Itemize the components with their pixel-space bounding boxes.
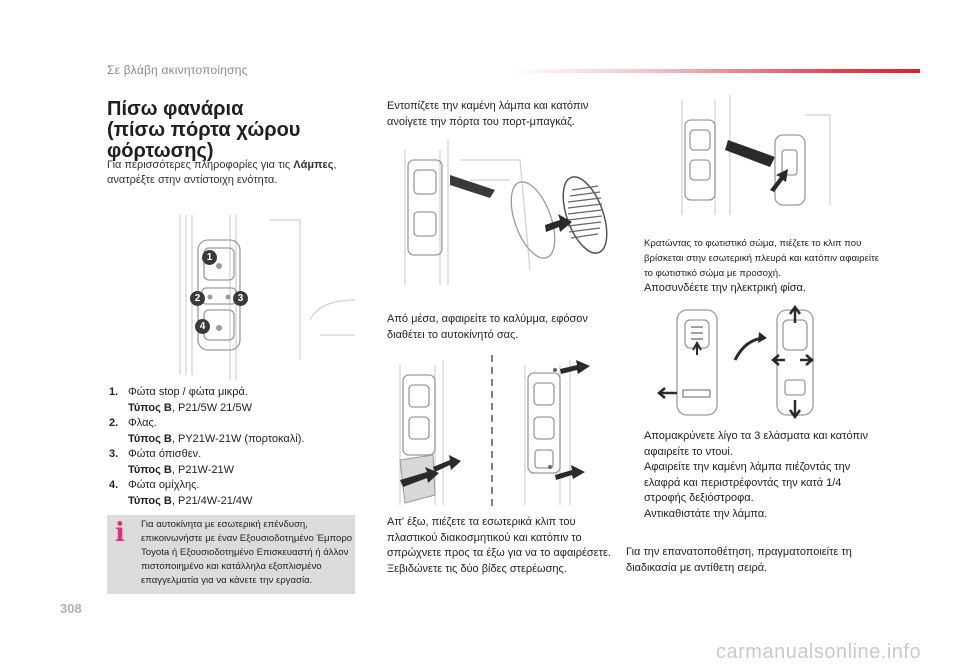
info-icon: i	[115, 518, 125, 548]
intro-text-start: Για περισσότερες πληροφορίες για τις	[107, 159, 294, 171]
title-line-1: Πίσω φανάρια	[107, 98, 244, 120]
list-item-number: 2.	[109, 417, 119, 429]
list-item	[109, 416, 349, 447]
lamp-type-value: , PY21W-21W (πορτοκαλί).	[171, 432, 305, 445]
callout-1	[202, 250, 217, 265]
list-item-number: 4.	[109, 479, 119, 491]
intro-paragraph	[107, 158, 357, 188]
page-number: 308	[60, 601, 82, 616]
step-text: Αντικαθιστάτε την λάμπα.	[644, 507, 768, 520]
step-disconnect-plug	[626, 281, 881, 297]
callout-2-label: 2	[194, 293, 201, 304]
lamp-name: Φώτα stop / φώτα μικρά.	[128, 386, 248, 398]
bullet-arrow-icon	[369, 562, 387, 578]
bullet-arrow-icon	[626, 507, 644, 523]
bullet-arrow-icon	[626, 460, 644, 507]
trim-removal-figure	[395, 355, 595, 510]
callout-4	[195, 319, 210, 334]
intro-link-lamps: Λάμπες	[293, 159, 334, 171]
section-header: Σε βλάβη ακινητοποίησης	[107, 63, 248, 77]
step-remove-cover	[369, 312, 619, 343]
title-line-2: (πίσω πόρτα χώρου	[107, 119, 301, 141]
list-item-number: 1.	[109, 386, 119, 398]
watermark: carmanualsonline.info	[716, 641, 922, 663]
title-line-3: φόρτωσης)	[107, 140, 214, 162]
lamp-name: Φλας.	[128, 417, 157, 429]
page-title	[107, 99, 347, 162]
steps-trim-and-screws	[369, 515, 619, 577]
step-text: Απ' έξω, πιέζετε τα εσωτερικά κλιπ του πλαστικού διακοσμητικού και κατόπιν το σπρώχνετε προς τα έξω για να το αφαιρέσετε.	[387, 516, 611, 559]
bulb-holder-figure	[655, 305, 835, 425]
list-item	[109, 447, 349, 478]
callout-3-label: 3	[237, 293, 244, 304]
callout-4-label: 4	[199, 321, 206, 332]
step-replace-bulb	[626, 507, 881, 523]
bullet-arrow-icon	[626, 429, 644, 460]
lamp-spec-list	[109, 385, 349, 509]
bullet-arrow-icon	[626, 236, 644, 281]
header-accent-bar	[510, 69, 920, 73]
bullet-arrow-icon	[626, 281, 644, 297]
callout-1-label: 1	[206, 252, 213, 263]
lamp-type-label: Τύπος B	[128, 463, 172, 476]
step-text: Εντοπίζετε την καμένη λάμπα και κατόπιν ανοίγετε την πόρτα του πορτ-μπαγκάζ.	[387, 100, 589, 128]
list-item	[109, 478, 349, 509]
lamp-type-label: Τύπος B	[128, 432, 172, 445]
lamp-type-value: , P21W-21W	[171, 463, 235, 476]
bullet-arrow-icon	[369, 312, 387, 343]
callout-2	[190, 291, 205, 306]
step-remove-bulb	[626, 460, 881, 507]
step-text: Αποσυνδέετε την ηλεκτρική φίσα.	[644, 282, 806, 294]
callout-3	[233, 291, 248, 306]
list-item-number: 3.	[109, 448, 119, 460]
step-text: Αφαιρείτε την καμένη λάμπα πιέζοντάς την ελαφρά και περιστρέφοντάς την κατά 1/4 στροφής δεξιόστροφα.	[644, 461, 851, 504]
lamp-name: Φώτα όπισθεν.	[128, 448, 202, 460]
step-unscrew	[369, 562, 619, 578]
cover-removal-figure	[400, 140, 615, 290]
refit-note: Για την επανατοποθέτηση, πραγματοποιείτε τη διαδικασία με αντίθετη σειρά.	[626, 546, 852, 574]
step-text: Κρατώντας το φωτιστικό σώμα, πιέζετε το κλιπ που βρίσκεται στην εσωτερική πλευρά και κατόπιν αφαιρείτε το φωτιστικό σώμα με προσοχή.	[644, 238, 880, 279]
intro-text-end: , ανατρέξτε στην αντίστοιχη ενότητα.	[107, 159, 337, 186]
lamp-type-value: , P21/5W 21/5W	[171, 401, 252, 414]
step-locate-bulb	[369, 99, 619, 130]
steps-lamp-unit	[626, 236, 881, 297]
step-text: Από μέσα, αφαιρείτε το καλύμμα, εφόσον διαθέτει το αυτοκίνητό σας.	[387, 313, 588, 341]
lamp-type-label: Τύπος B	[128, 401, 172, 414]
step-text: Απομακρύνετε λίγο τα 3 ελάσματα και κατόπιν αφαιρείτε το ντουί.	[644, 430, 868, 458]
step-text: Ξεβιδώνετε τις δύο βίδες στερέωσης.	[387, 562, 567, 575]
lamp-unit-removal-figure	[670, 95, 835, 220]
bullet-arrow-icon	[369, 99, 387, 130]
steps-bulb-replace	[626, 429, 881, 522]
step-push-clips	[369, 515, 619, 562]
lamp-type-label: Τύπος B	[128, 494, 172, 507]
list-item	[109, 385, 349, 416]
step-press-clip	[626, 236, 881, 281]
step-spread-tabs	[626, 429, 881, 460]
info-text: Για αυτοκίνητα με εσωτερική επένδυση, επικοινωνήστε με έναν Εξουσιοδοτημένο Έμπορο Toyota ή Εξουσιοδοτημένο Επισκευαστή ή άλλον πιστοποιημένο και κατάλληλα εξοπλισμένο επαγγελματία για να κάνετε την εργασία.	[141, 519, 353, 586]
lamp-name: Φώτα ομίχλης.	[128, 479, 200, 491]
bullet-arrow-icon	[369, 515, 387, 562]
lamp-type-value: , P21/4W-21/4W	[171, 494, 253, 507]
